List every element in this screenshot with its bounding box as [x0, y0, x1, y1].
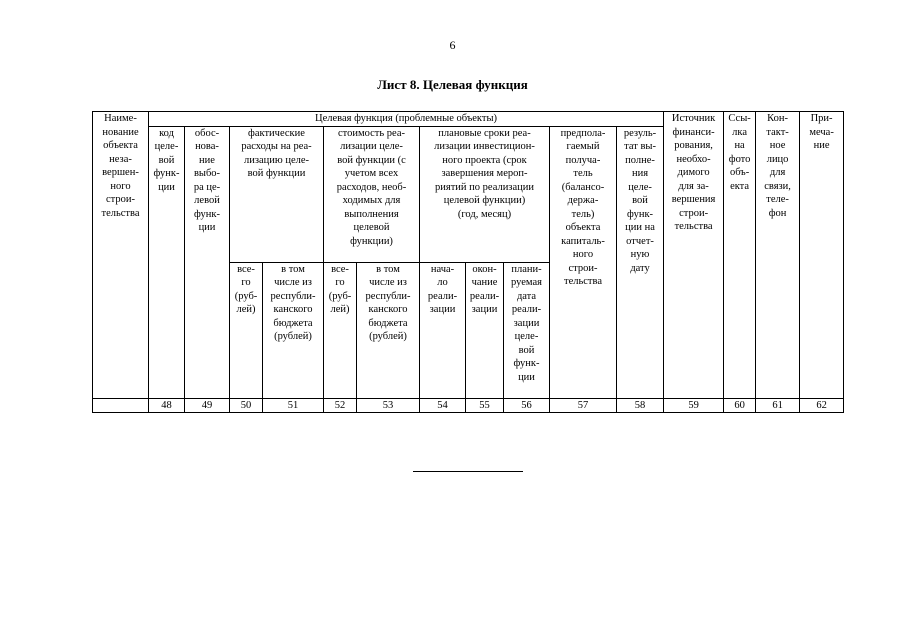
header-code — [149, 126, 185, 398]
header-line: го — [241, 277, 251, 288]
header-line: теле- — [766, 194, 789, 205]
header-line: ние — [199, 154, 215, 166]
column-number-cell — [93, 398, 149, 413]
header-line: ции на — [625, 222, 655, 233]
header-line: ное — [769, 140, 786, 151]
header-line: целе- — [628, 181, 652, 193]
header-line: тельства — [563, 276, 602, 287]
header-line: Наиме- — [104, 113, 137, 124]
header-line: отчет- — [626, 235, 654, 247]
header-line: (балансо- — [561, 181, 605, 193]
header-line: зации — [429, 304, 456, 315]
header-line: При- — [810, 113, 833, 124]
header-line: канского — [273, 304, 313, 315]
header-line: республи- — [365, 290, 411, 302]
header-end — [466, 262, 504, 398]
sheet-title: Лист 8. Целевая функция — [377, 77, 528, 92]
header-object-name — [93, 112, 149, 399]
header-line: бюджета — [368, 317, 408, 329]
header-line: ло — [437, 277, 448, 288]
header-line: гаемый — [566, 141, 600, 152]
column-number-cell: 54 — [420, 398, 466, 413]
header-line: вой — [158, 154, 175, 166]
column-number-cell: 55 — [466, 398, 504, 413]
header-line: неза- — [109, 153, 132, 165]
header-line: рования, — [674, 140, 713, 151]
header-line: получа- — [565, 154, 601, 166]
header-line: димого — [677, 167, 710, 178]
header-line: объ- — [729, 167, 750, 178]
header-line: нача- — [430, 263, 455, 275]
header-line: Источник — [671, 113, 716, 124]
header-funding-source — [664, 112, 724, 399]
header-line: Ссы- — [728, 113, 751, 124]
header-line: плановые сроки реа- — [438, 127, 531, 139]
header-line: вой — [632, 195, 648, 206]
header-line: ния — [632, 168, 649, 179]
header-line: ного — [572, 249, 594, 260]
header-line: тель) — [571, 208, 595, 220]
header-line: расходы на реа- — [241, 141, 312, 152]
header-line: строи- — [568, 262, 598, 274]
header-line: левой — [194, 195, 220, 206]
bottom-rule — [413, 471, 523, 472]
header-line: екта — [730, 180, 750, 192]
header-line: предпола- — [560, 127, 606, 139]
header-line: финанси- — [672, 126, 715, 138]
header-line: ходимых для — [342, 195, 401, 206]
column-number-cell: 60 — [724, 398, 756, 413]
header-line: в том — [376, 263, 400, 275]
header-line: лизацию целе- — [243, 154, 310, 166]
column-number-cell: 51 — [263, 398, 324, 413]
target-function-table — [92, 111, 844, 413]
header-line: код — [159, 127, 174, 139]
header-line: чание — [471, 277, 498, 288]
header-line: ную — [630, 249, 650, 260]
header-line: реали- — [511, 304, 542, 315]
header-line: бюджета — [273, 317, 313, 329]
header-line: выполнения — [344, 208, 399, 220]
header-line: функ- — [513, 358, 540, 369]
header-line: объекта — [565, 222, 601, 233]
header-line: фон — [768, 207, 787, 219]
header-actual-republic-budget — [263, 262, 324, 398]
header-actual-total — [230, 262, 263, 398]
header-line: зации — [513, 317, 540, 329]
header-line: риятий по реализации — [435, 181, 534, 193]
header-actual-expenses — [230, 126, 324, 262]
header-line: на — [734, 140, 745, 151]
header-line: реали- — [427, 290, 458, 302]
header-line: меча- — [809, 126, 834, 138]
header-line: функ- — [627, 208, 654, 220]
header-line: вой функции (с — [337, 154, 406, 166]
header-result — [617, 126, 664, 398]
header-cost — [324, 126, 420, 262]
column-number-cell: 56 — [504, 398, 550, 413]
header-line: все- — [331, 263, 349, 275]
header-line: ного — [110, 180, 131, 192]
header-line: дату — [630, 262, 650, 274]
header-line: ции — [518, 371, 535, 383]
header-line: капиталь- — [561, 235, 605, 247]
header-line: держа- — [567, 195, 599, 206]
header-line: вершен- — [102, 167, 139, 178]
column-number-cell: 57 — [550, 398, 617, 413]
column-number-cell: 61 — [756, 398, 800, 413]
header-line: для — [769, 167, 786, 178]
column-number-cell: 52 — [324, 398, 357, 413]
column-number-cell: 59 — [664, 398, 724, 413]
header-line: функции) — [350, 235, 393, 247]
header-line: связи, — [764, 180, 791, 192]
header-line: лицо — [766, 153, 789, 165]
header-cost-total — [324, 262, 357, 398]
header-line: вершения — [671, 194, 716, 205]
header-line: реали- — [469, 290, 500, 302]
header-photo-link — [724, 112, 756, 399]
header-line: числе из — [274, 277, 312, 288]
header-line: завершения мероп- — [441, 168, 528, 179]
header-line: го — [335, 277, 345, 288]
header-target-function-group: Целевая функция (проблемные объекты) — [149, 112, 664, 127]
header-line: дата — [516, 290, 537, 302]
header-line: стоимость реа- — [338, 127, 405, 139]
header-line: тель — [573, 168, 593, 179]
header-line: для за- — [678, 180, 709, 192]
header-line: Кон- — [767, 113, 788, 124]
header-line: все- — [237, 263, 255, 275]
header-line: (руб- — [234, 290, 258, 302]
header-line: нование — [102, 126, 139, 138]
column-number-cell: 62 — [800, 398, 844, 413]
header-line: ние — [813, 140, 830, 151]
header-line: руемая — [511, 277, 542, 288]
header-line: необхо- — [676, 153, 711, 165]
header-start — [420, 262, 466, 398]
header-line: ции — [198, 222, 216, 233]
header-line: целевой функции) — [443, 195, 526, 206]
header-line: лизации инвестицион- — [434, 141, 535, 152]
header-line: фактические — [248, 127, 305, 139]
header-line: ра це- — [193, 181, 221, 193]
header-line: целе- — [514, 331, 539, 342]
header-line: (год, месяц) — [457, 208, 512, 220]
header-line: ции — [158, 181, 175, 193]
header-line: окон- — [472, 263, 497, 275]
column-number-cell: 58 — [617, 398, 664, 413]
header-line: функ- — [193, 208, 220, 220]
header-line: лей) — [236, 304, 256, 315]
header-cost-republic-budget — [357, 262, 420, 398]
header-line: лка — [732, 126, 747, 138]
header-line: фото — [728, 153, 751, 165]
header-line: полне- — [625, 154, 655, 166]
column-numbers-row — [93, 398, 844, 413]
header-line: (рублей) — [369, 331, 407, 342]
header-justification — [185, 126, 230, 398]
header-line: канского — [368, 304, 408, 315]
header-line: плани- — [511, 263, 542, 275]
header-line: зации — [471, 304, 498, 315]
header-line: строи- — [106, 194, 135, 205]
header-line: тельства — [674, 221, 713, 232]
header-line: учетом всех — [344, 168, 399, 179]
header-line: ного проекта (срок — [442, 154, 527, 166]
header-contact-person — [756, 112, 800, 399]
header-planned-terms — [420, 126, 550, 262]
header-planned-date — [504, 262, 550, 398]
column-number-cell: 53 — [357, 398, 420, 413]
header-line: целе- — [154, 141, 179, 152]
column-number-cell: 50 — [230, 398, 263, 413]
header-line: нова- — [195, 141, 219, 152]
header-recipient — [550, 126, 617, 398]
header-line: такт- — [766, 126, 789, 138]
header-line: (рублей) — [274, 331, 312, 342]
header-line: числе из — [369, 277, 407, 288]
header-note — [800, 112, 844, 399]
page-number: 6 — [449, 38, 456, 52]
header-line: выбо- — [193, 168, 221, 179]
header-line: (руб- — [328, 290, 352, 302]
header-line: республи- — [270, 290, 316, 302]
header-line: целевой — [353, 222, 390, 233]
header-line: тельства — [101, 207, 140, 219]
column-number-cell: 48 — [149, 398, 185, 413]
header-line: вой — [518, 344, 535, 356]
header-line: обос- — [194, 127, 220, 139]
header-line: функ- — [153, 168, 180, 179]
header-line: вой функции — [247, 168, 306, 179]
header-line: строи- — [679, 207, 709, 219]
header-line: в том — [281, 263, 305, 275]
header-line: лей) — [330, 304, 350, 315]
header-line: объекта — [103, 140, 138, 151]
header-line: резуль- — [623, 127, 657, 139]
column-number-cell: 49 — [185, 398, 230, 413]
header-line: тат вы- — [624, 141, 656, 152]
header-line: расходов, необ- — [336, 181, 407, 193]
header-line: лизации целе- — [340, 141, 403, 152]
